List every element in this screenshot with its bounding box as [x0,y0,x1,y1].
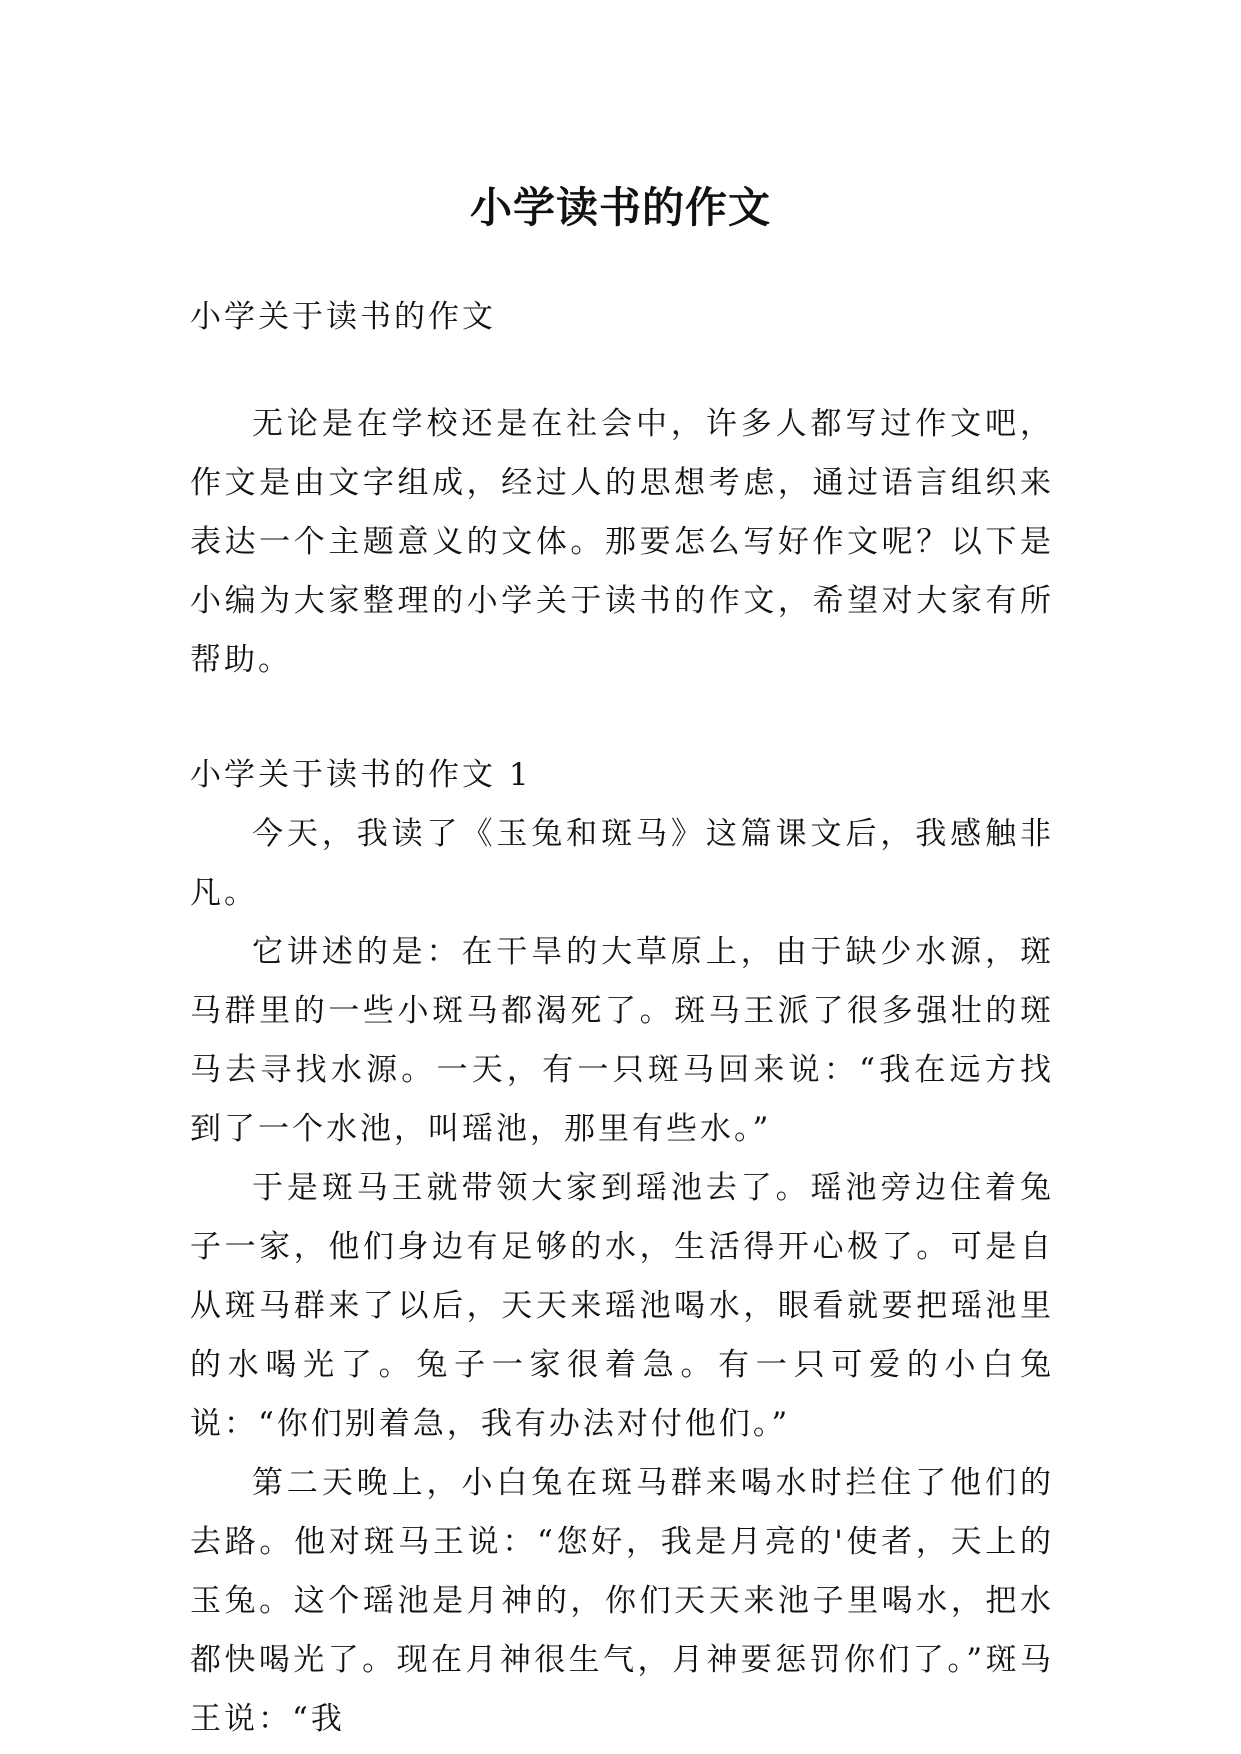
document-title: 小学读书的作文 [469,183,771,233]
document-subtitle: 小学关于读书的作文 [190,299,496,335]
body-paragraph: 于是斑马王就带领大家到瑶池去了。瑶池旁边住着兔子一家，他们身边有足够的水，生活得开心极了。可是自从斑马群来了以后，天天来瑶池喝水，眼看就要把瑶池里的水喝光了。兔子一家很着急。有一只可爱的小白兔说：“你们别着急，我有办法对付他们。” [190,1170,1054,1442]
intro-paragraph: 无论是在学校还是在社会中，许多人都写过作文吧，作文是由文字组成，经过人的思想考虑，通过语言组织来表达一个主题意义的文体。那要怎么写好作文呢？以下是小编为大家整理的小学关于读书的作文，希望对大家有所帮助。 [190,406,1054,678]
body-paragraph: 它讲述的是：在干旱的大草原上，由于缺少水源，斑马群里的一些小斑马都渴死了。斑马王派了很多强壮的斑马去寻找水源。一天，有一只斑马回来说：“我在远方找到了一个水池，叫瑶池，那里有些水。” [190,934,1054,1147]
body-paragraph: 今天，我读了《玉兔和斑马》这篇课文后，我感触非凡。 [190,816,1054,911]
body-paragraph: 第二天晚上，小白兔在斑马群来喝水时拦住了他们的去路。他对斑马王说：“您好，我是月亮的'使者，天上的玉兔。这个瑶池是月神的，你们天天来池子里喝水，把水都快喝光了。现在月神很生气，月神要惩罚你们了。”斑马王说：“我 [190,1465,1054,1737]
section-heading: 小学关于读书的作文 1 [190,757,532,793]
document-body [190,288,1054,1749]
